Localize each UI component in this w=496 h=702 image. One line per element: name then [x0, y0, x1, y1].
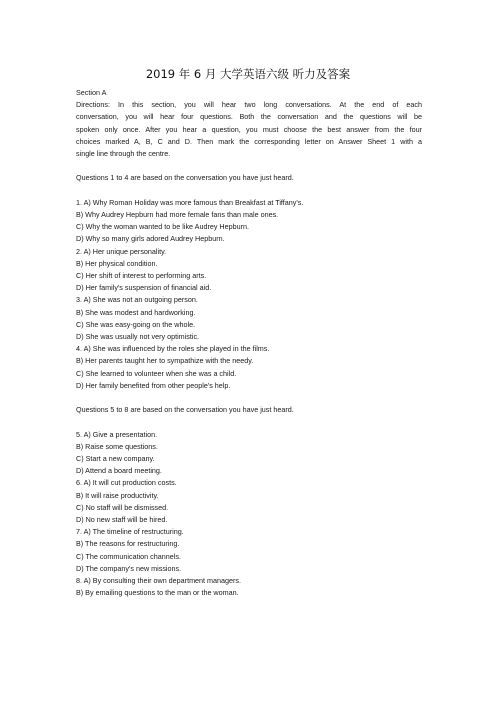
directions-line: choices marked A, B, C and D. Then mark the corresponding letter on Answer Sheet 1 with a — [76, 136, 422, 146]
document-body — [76, 87, 422, 599]
question-option: 7. A) The timeline of restructuring. — [76, 527, 184, 537]
question-option: B) It will raise productivity. — [76, 490, 159, 500]
directions-line: spoken only once. After you hear a question, you must choose the best answer from the four — [76, 124, 422, 134]
question-option: 3. A) She was not an outgoing person. — [76, 295, 198, 305]
question-option: 5. A) Give a presentation. — [76, 429, 158, 439]
question-option: 8. A) By consulting their own department managers. — [76, 576, 241, 586]
question-option: B) By emailing questions to the man or the woman. — [76, 588, 239, 598]
directions-line: conversation, you will hear four questions. Both the conversation and the questions will be — [76, 112, 422, 122]
question-option: B) The reasons for restructuring. — [76, 539, 180, 549]
question-option: B) Why Audrey Hepburn had more female fans than male ones. — [76, 210, 279, 219]
directions-line: single line through the centre. — [76, 149, 171, 159]
question-option: C) The communication channels. — [76, 551, 181, 561]
question-option: B) She was modest and hardworking. — [76, 307, 196, 317]
question-option: D) Her family's suspension of financial aid. — [76, 283, 212, 293]
section-heading: Section A — [76, 88, 107, 97]
question-option: D) No new staff will be hired. — [76, 515, 168, 525]
question-group-1 — [76, 197, 422, 392]
page-title: 2019 年 6 月 大学英语六级 听力及答案 — [145, 67, 351, 81]
question-option: C) She learned to volunteer when she was a child. — [76, 368, 237, 378]
question-option: D) She was usually not very optimistic. — [76, 332, 200, 342]
question-option: 1. A) Why Roman Holiday was more famous than Breakfast at Tiffany's. — [76, 197, 304, 207]
question-group-heading: Questions 1 to 4 are based on the conversation you have just heard. — [76, 173, 294, 183]
question-option: D) The company's new missions. — [76, 563, 182, 573]
question-option: B) Raise some questions. — [76, 441, 158, 451]
directions-paragraph — [76, 99, 422, 160]
question-option: 2. A) Her unique personality. — [76, 246, 167, 256]
question-option: 6. A) It will cut production costs. — [76, 478, 177, 488]
question-option: B) Her parents taught her to sympathize with the needy. — [76, 356, 254, 366]
question-option: D) Her family benefited from other people's help. — [76, 380, 231, 390]
directions-line: Directions: In this section, you will hear two long conversations. At the end of each — [76, 100, 422, 110]
question-option: B) Her physical condition. — [76, 258, 158, 268]
question-option: D) Why so many girls adored Audrey Hepburn. — [76, 234, 225, 244]
question-option: C) She was easy-going on the whole. — [76, 319, 196, 329]
question-option: 4. A) She was influenced by the roles she played in the films. — [76, 344, 270, 354]
question-group-heading: Questions 5 to 8 are based on the conversation you have just heard. — [76, 405, 294, 415]
question-option: C) Why the woman wanted to be like Audrey Hepburn. — [76, 222, 249, 232]
question-option: C) Start a new company. — [76, 454, 155, 464]
question-option: C) Her shift of interest to performing arts. — [76, 271, 207, 281]
question-option: C) No staff will be dismissed. — [76, 502, 169, 512]
question-group-2 — [76, 429, 422, 600]
question-option: D) Attend a board meeting. — [76, 466, 162, 476]
